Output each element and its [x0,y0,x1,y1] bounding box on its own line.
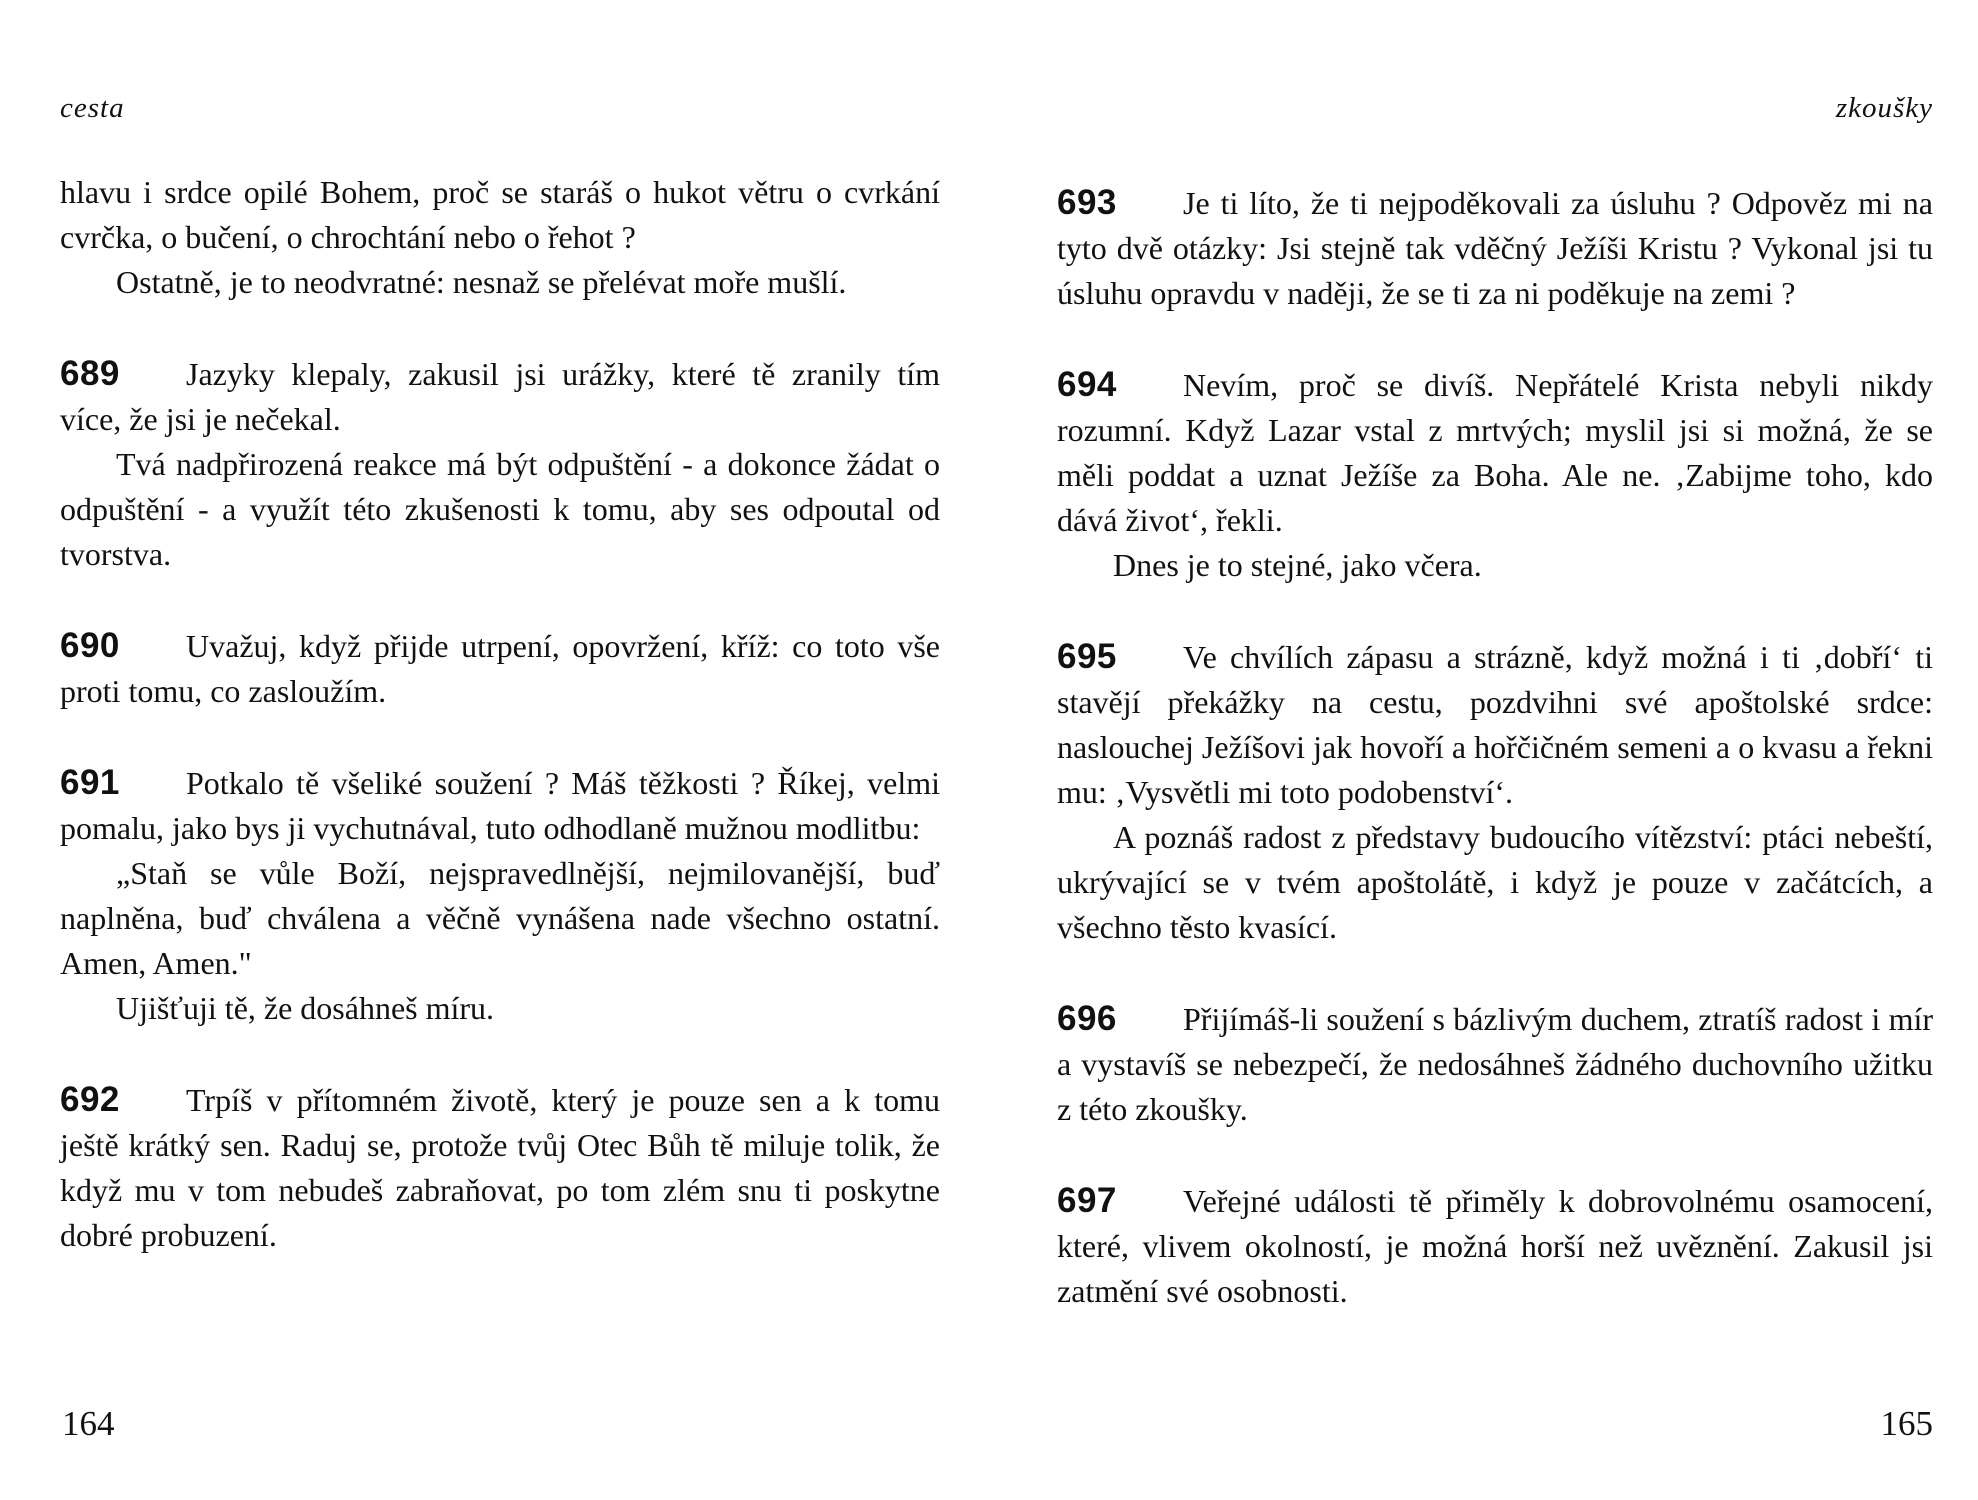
entry-691 [60,760,940,1031]
paragraph [1057,362,1933,543]
entry-697 [1057,1178,1933,1314]
paragraph [1057,180,1933,316]
entry-text: Je ti líto, že ti nejpoděkovali za úsluhu ? Odpověz mi na tyto dvě otázky: Jsi stejně tak vděčný Ježíši Kristu ? Vykonal jsi tu úsluhu opravdu v naději, že se ti za ni poděkuje na zemi ? [1057,185,1933,311]
entry-text: Potkalo tě všeliké soužení ? Máš těžkosti ? Říkej, velmi pomalu, jako bys ji vychutnával, tuto odhodlaně mužnou modlitbu: [60,765,940,846]
paragraph: Tvá nadpřirozená reakce má být odpuštění - a dokonce žádat o odpuštění - a využít této zkušenosti k tomu, aby ses odpoutal od tvorstva. [60,446,940,572]
continuation-text [60,170,940,305]
entry-689 [60,351,940,577]
entry-692 [60,1077,940,1258]
page-body [60,170,940,1258]
running-head: cesta [60,92,125,124]
entry-number: 690 [60,626,120,665]
prayer-quote: „Staň se vůle Boží, nejspravedlnější, nejmilovanější, buď naplněna, buď chválena a věčně vynášena nade všechno ostatní. Amen, Amen." [60,855,940,981]
entry-number: 694 [1057,365,1117,404]
paragraph: Dnes je to stejné, jako včera. [1113,547,1482,583]
entry-696 [1057,996,1933,1132]
page-body [1057,180,1933,1314]
paragraph [1057,996,1933,1132]
entry-text: Přijímáš-li soužení s bázlivým duchem, ztratíš radost i mír a vystavíš se nebezpečí, že nedosáhneš žádného duchovního užitku z této zkoušky. [1057,1001,1933,1127]
entry-number: 691 [60,763,120,802]
running-head: zkoušky [1835,92,1933,124]
entry-number: 697 [1057,1181,1117,1220]
paragraph [60,351,940,442]
entry-text: Nevím, proč se divíš. Nepřátelé Krista nebyli nikdy rozumní. Když Lazar vstal z mrtvých; myslil jsi si možná, že se měli poddat a uznat Ježíše za Boha. Ale ne. ‚Zabijme toho, kdo dává život‘, řekli. [1057,367,1933,538]
paragraph [60,623,940,714]
paragraph [60,760,940,851]
paragraph: Ostatně, je to neodvratné: nesnaž se přelévat moře mušlí. [116,264,847,300]
entry-690 [60,623,940,714]
page-number: 165 [1880,1404,1933,1443]
entry-695 [1057,634,1933,950]
entry-number: 689 [60,354,120,393]
entry-number: 696 [1057,999,1117,1038]
entry-number: 693 [1057,183,1117,222]
entry-number: 692 [60,1080,120,1119]
right-page [1057,0,1933,1500]
page-number: 164 [62,1404,115,1443]
entry-693 [1057,180,1933,316]
entry-694 [1057,362,1933,588]
paragraph [1057,634,1933,815]
entry-text: Trpíš v přítomném životě, který je pouze sen a k tomu ještě krátký sen. Raduj se, protože tvůj Otec Bůh tě miluje tolik, že když mu v tom nebudeš zabraňovat, po tom zlém snu ti poskytne dobré probuzení. [60,1082,940,1253]
entry-text: Uvažuj, když přijde utrpení, opovržení, kříž: co toto vše proti tomu, co zasloužím. [60,628,940,709]
entry-text: Veřejné události tě přiměly k dobrovolnému osamocení, které, vlivem okolností, je možná horší než uvěznění. Zakusil jsi zatmění své osobnosti. [1057,1183,1933,1309]
paragraph: hlavu i srdce opilé Bohem, proč se staráš o hukot větru o cvrkání cvrčka, o bučení, o chrochtání nebo o řehot ? [60,174,940,255]
entry-number: 695 [1057,637,1117,676]
left-page [60,0,940,1500]
entry-text: Jazyky klepaly, zakusil jsi urážky, které tě zranily tím více, že jsi je nečekal. [60,356,940,437]
paragraph [1057,1178,1933,1314]
paragraph: Ujišťuji tě, že dosáhneš míru. [116,990,495,1026]
entry-text: Ve chvílích zápasu a strázně, když možná i ti ‚dobří‘ ti stavějí překážky na cestu, pozdvihni své apoštolské srdce: naslouchej Ježíšovi jak hovoří a hořčičném semeni a o kvasu a řekni mu: ‚Vysvětli mi toto podobenství‘. [1057,639,1933,810]
paragraph [60,1077,940,1258]
paragraph: A poznáš radost z představy budoucího vítězství: ptáci nebeští, ukrývající se v tvém apoštolátě, i když je pouze v začátcích, a všechno těsto kvasící. [1057,819,1933,945]
